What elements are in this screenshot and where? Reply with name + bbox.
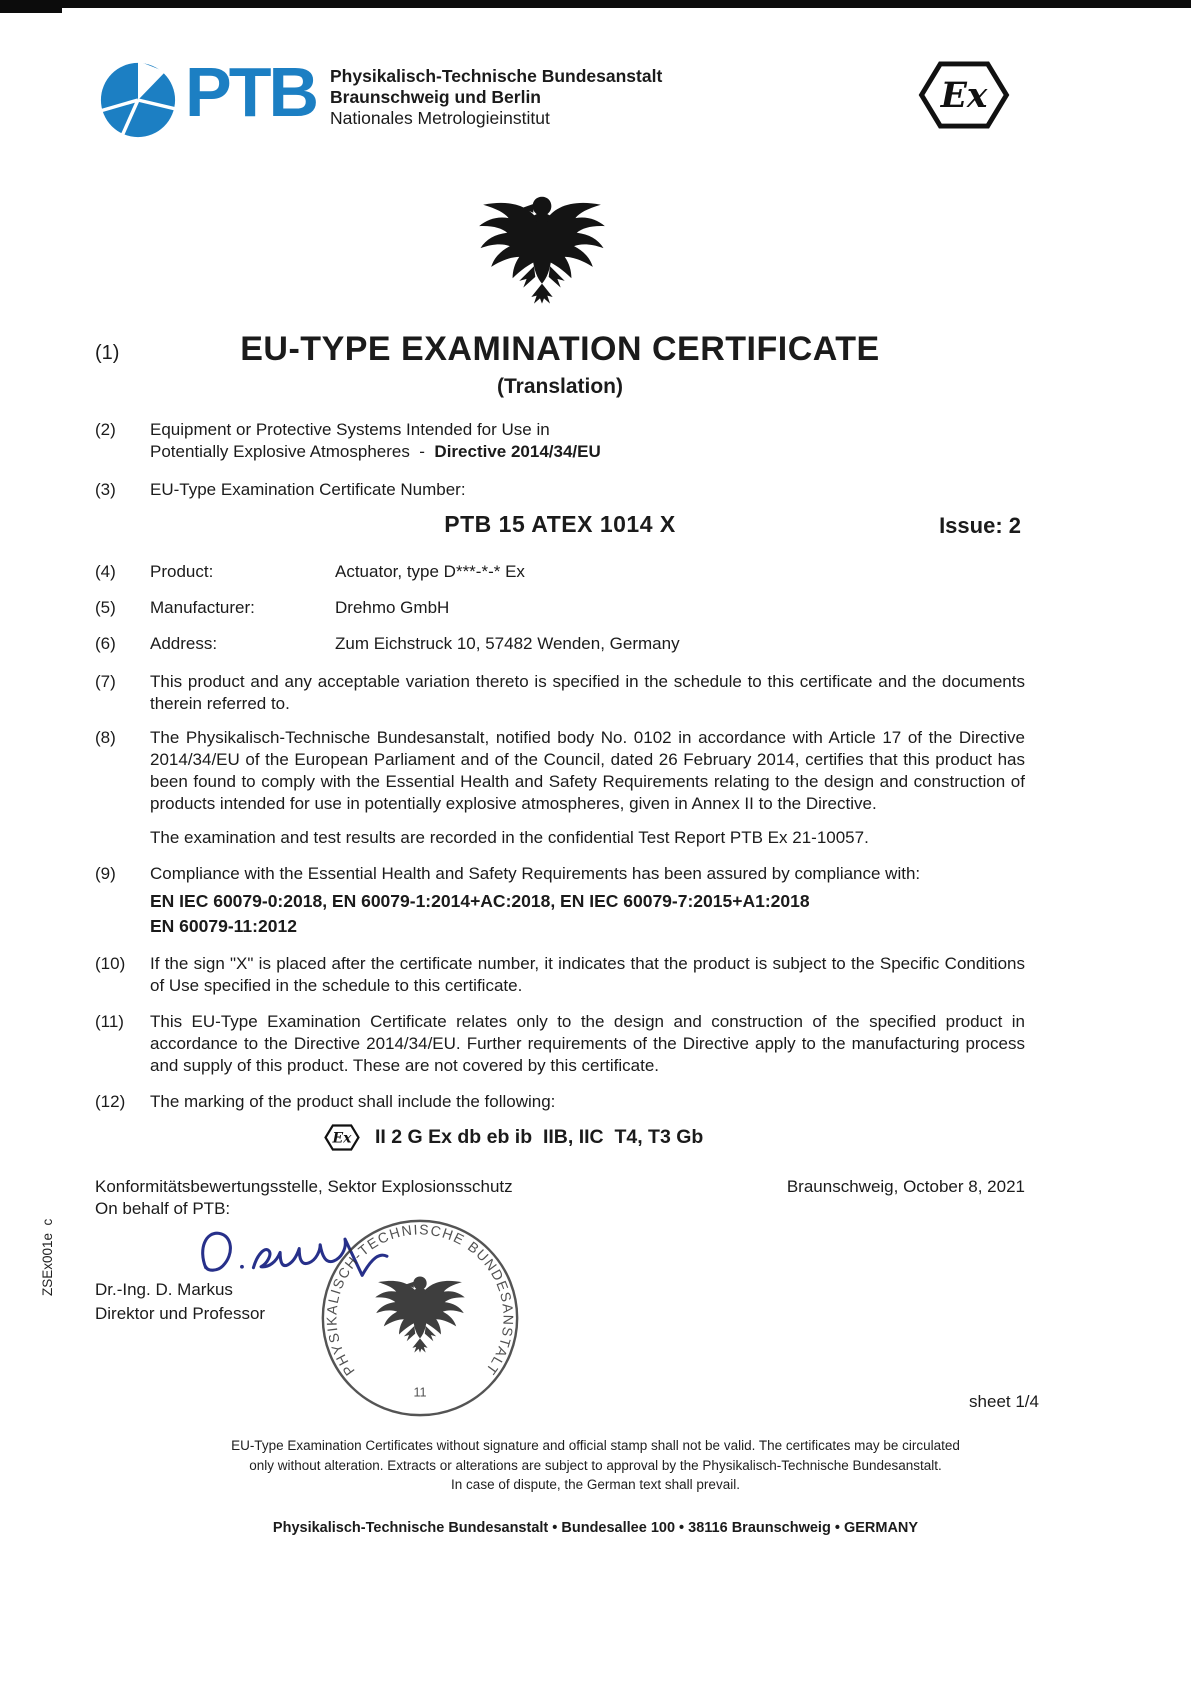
certificate-number: PTB 15 ATEX 1014 X [444, 511, 676, 537]
title-row [95, 330, 1025, 369]
item7-text: This product and any acceptable variation thereto is specified in the schedule to this certificate and the documents therein referred to. [150, 672, 1025, 713]
item-5 [95, 597, 1025, 619]
form-code: ZSEx001e c [40, 1218, 55, 1296]
certificate-body [95, 330, 1025, 1326]
place-date: Braunschweig, October 8, 2021 [786, 1177, 1025, 1196]
ptb-logo [95, 53, 316, 140]
item4-number: (4) [95, 562, 116, 581]
item1-number: (1) [95, 342, 120, 364]
certificate-number-row [95, 511, 1025, 543]
footer-address: Physikalisch-Technische Bundesanstalt • Bundesallee 100 • 38116 Braunschweig • GERMANY [272, 1520, 919, 1536]
marking-code: II 2 G Ex db eb ib IIB, IIC T4, T3 Gb [375, 1126, 704, 1148]
ex-marking-label: Ex [332, 1130, 352, 1147]
stamp-ring-text: PHYSIKALISCH-TECHNISCHE BUNDESANSTALT [323, 1221, 517, 1379]
item2-number: (2) [95, 420, 116, 439]
approval-row [95, 1176, 1025, 1198]
official-stamp [318, 1216, 522, 1420]
manufacturer-value: Drehmo GmbH [335, 598, 450, 617]
stamp-number: 11 [413, 1385, 427, 1400]
scan-artifact-corner [0, 0, 62, 13]
product-label: Product: [150, 562, 214, 581]
item-8 [95, 727, 1025, 849]
item5-number: (5) [95, 598, 116, 617]
item2-text [150, 419, 1025, 463]
item12-number: (12) [95, 1092, 126, 1111]
letterhead [95, 53, 663, 140]
issue-number: Issue: 2 [939, 513, 1021, 538]
directive-reference: Directive 2014/34/EU [434, 442, 601, 461]
item8-number: (8) [95, 728, 116, 747]
item9-number: (9) [95, 864, 116, 883]
standards-list [150, 889, 1025, 939]
marking-row [95, 1123, 1025, 1152]
address-value: Zum Eichstruck 10, 57482 Wenden, Germany [335, 634, 680, 653]
legal-notice-line3: In case of dispute, the German text shall prevail. [451, 1477, 740, 1492]
signer-name: Dr.-Ing. D. Markus [95, 1280, 233, 1299]
item10-number: (10) [95, 954, 126, 973]
on-behalf: On behalf of PTB: [95, 1199, 231, 1218]
certificate-title: EU-TYPE EXAMINATION CERTIFICATE [240, 330, 880, 368]
legal-notice [0, 1436, 1191, 1495]
item12-text: The marking of the product shall include the following: [150, 1092, 556, 1111]
item-3 [95, 479, 1025, 501]
item2-line1: Equipment or Protective Systems Intended for Use in [150, 420, 550, 439]
department: Konformitätsbewertungsstelle, Sektor Explosionsschutz [95, 1177, 513, 1196]
item9-text: Compliance with the Essential Health and Safety Requirements has been assured by compliance with: [150, 864, 921, 883]
legal-notice-line1: EU-Type Examination Certificates without signature and official stamp shall not be valid. The certificates may be circulated [231, 1438, 960, 1453]
item8-test-report: The examination and test results are recorded in the confidential Test Report PTB Ex 21-10057. [150, 828, 869, 847]
signer-title: Direktor und Professor [95, 1304, 266, 1323]
ptb-logo-text: PTB [185, 53, 316, 131]
org-subtitle: Nationales Metrologieinstitut [330, 108, 550, 128]
item11-number: (11) [95, 1012, 124, 1031]
item-11 [95, 1011, 1025, 1077]
product-value: Actuator, type D***-*-* Ex [335, 562, 525, 581]
federal-eagle-icon [475, 186, 609, 305]
item8-body [150, 727, 1025, 849]
item2-line2-text: Potentially Explosive Atmospheres - [150, 442, 435, 461]
signer-block [95, 1278, 1025, 1326]
ptb-logo-icon [95, 60, 181, 140]
atex-ex-logo-icon [915, 58, 1013, 132]
legal-notice-line2: only without alteration. Extracts or alterations are subject to approval by the Physikalisch-Technische Bundesanstalt. [249, 1457, 942, 1473]
item9-body [150, 863, 1025, 939]
item2-line2 [150, 441, 1025, 463]
item-2 [95, 419, 1025, 463]
org-name: Physikalisch-Technische Bundesanstalt [330, 66, 663, 86]
standards-line1: EN IEC 60079-0:2018, EN 60079-1:2014+AC:2018, EN IEC 60079-7:2015+A1:2018 [150, 891, 810, 911]
item-12 [95, 1091, 1025, 1113]
item3-number: (3) [95, 480, 116, 499]
item3-label: EU-Type Examination Certificate Number: [150, 480, 466, 499]
ex-marking-icon [323, 1123, 361, 1152]
item11-text: This EU-Type Examination Certificate relates only to the design and construction of the specified product in accordance to the Directive 2014/34/EU. Further requirements of the Directive apply to the manufacturing process and supply of this product. These are not covered by this certificate. [150, 1012, 1025, 1075]
item-10 [95, 953, 1025, 997]
org-city: Braunschweig und Berlin [330, 87, 541, 107]
address-label: Address: [150, 634, 218, 653]
item8-text: The Physikalisch-Technische Bundesanstalt, notified body No. 0102 in accordance with Article 17 of the Directive 2014/34/EU of the European Parliament and of the Council, dated 26 February 2014, certifies that this product has been found to comply with the Essential Health and Safety Requirements relating to the design and construction of products intended for use in potentially explosive atmospheres, given in Annex II to the Directive. [150, 728, 1025, 813]
manufacturer-label: Manufacturer: [150, 598, 255, 617]
item6-number: (6) [95, 634, 116, 653]
atex-ex-label: Ex [940, 76, 988, 117]
sheet-number: sheet 1/4 [969, 1392, 1039, 1411]
item-6 [95, 633, 1025, 655]
certificate-subtitle: (Translation) [496, 375, 623, 398]
scan-artifact-top [0, 0, 1191, 8]
item10-text: If the sign "X" is placed after the certificate number, it indicates that the product is subject to the Specific Conditions of Use specified in the schedule to this certificate. [150, 954, 1025, 995]
item7-number: (7) [95, 672, 116, 691]
standards-line2: EN 60079-11:2012 [150, 916, 297, 936]
item-9 [95, 863, 1025, 939]
item-7 [95, 671, 1025, 715]
org-address-block [330, 60, 662, 129]
item-4 [95, 561, 1025, 583]
